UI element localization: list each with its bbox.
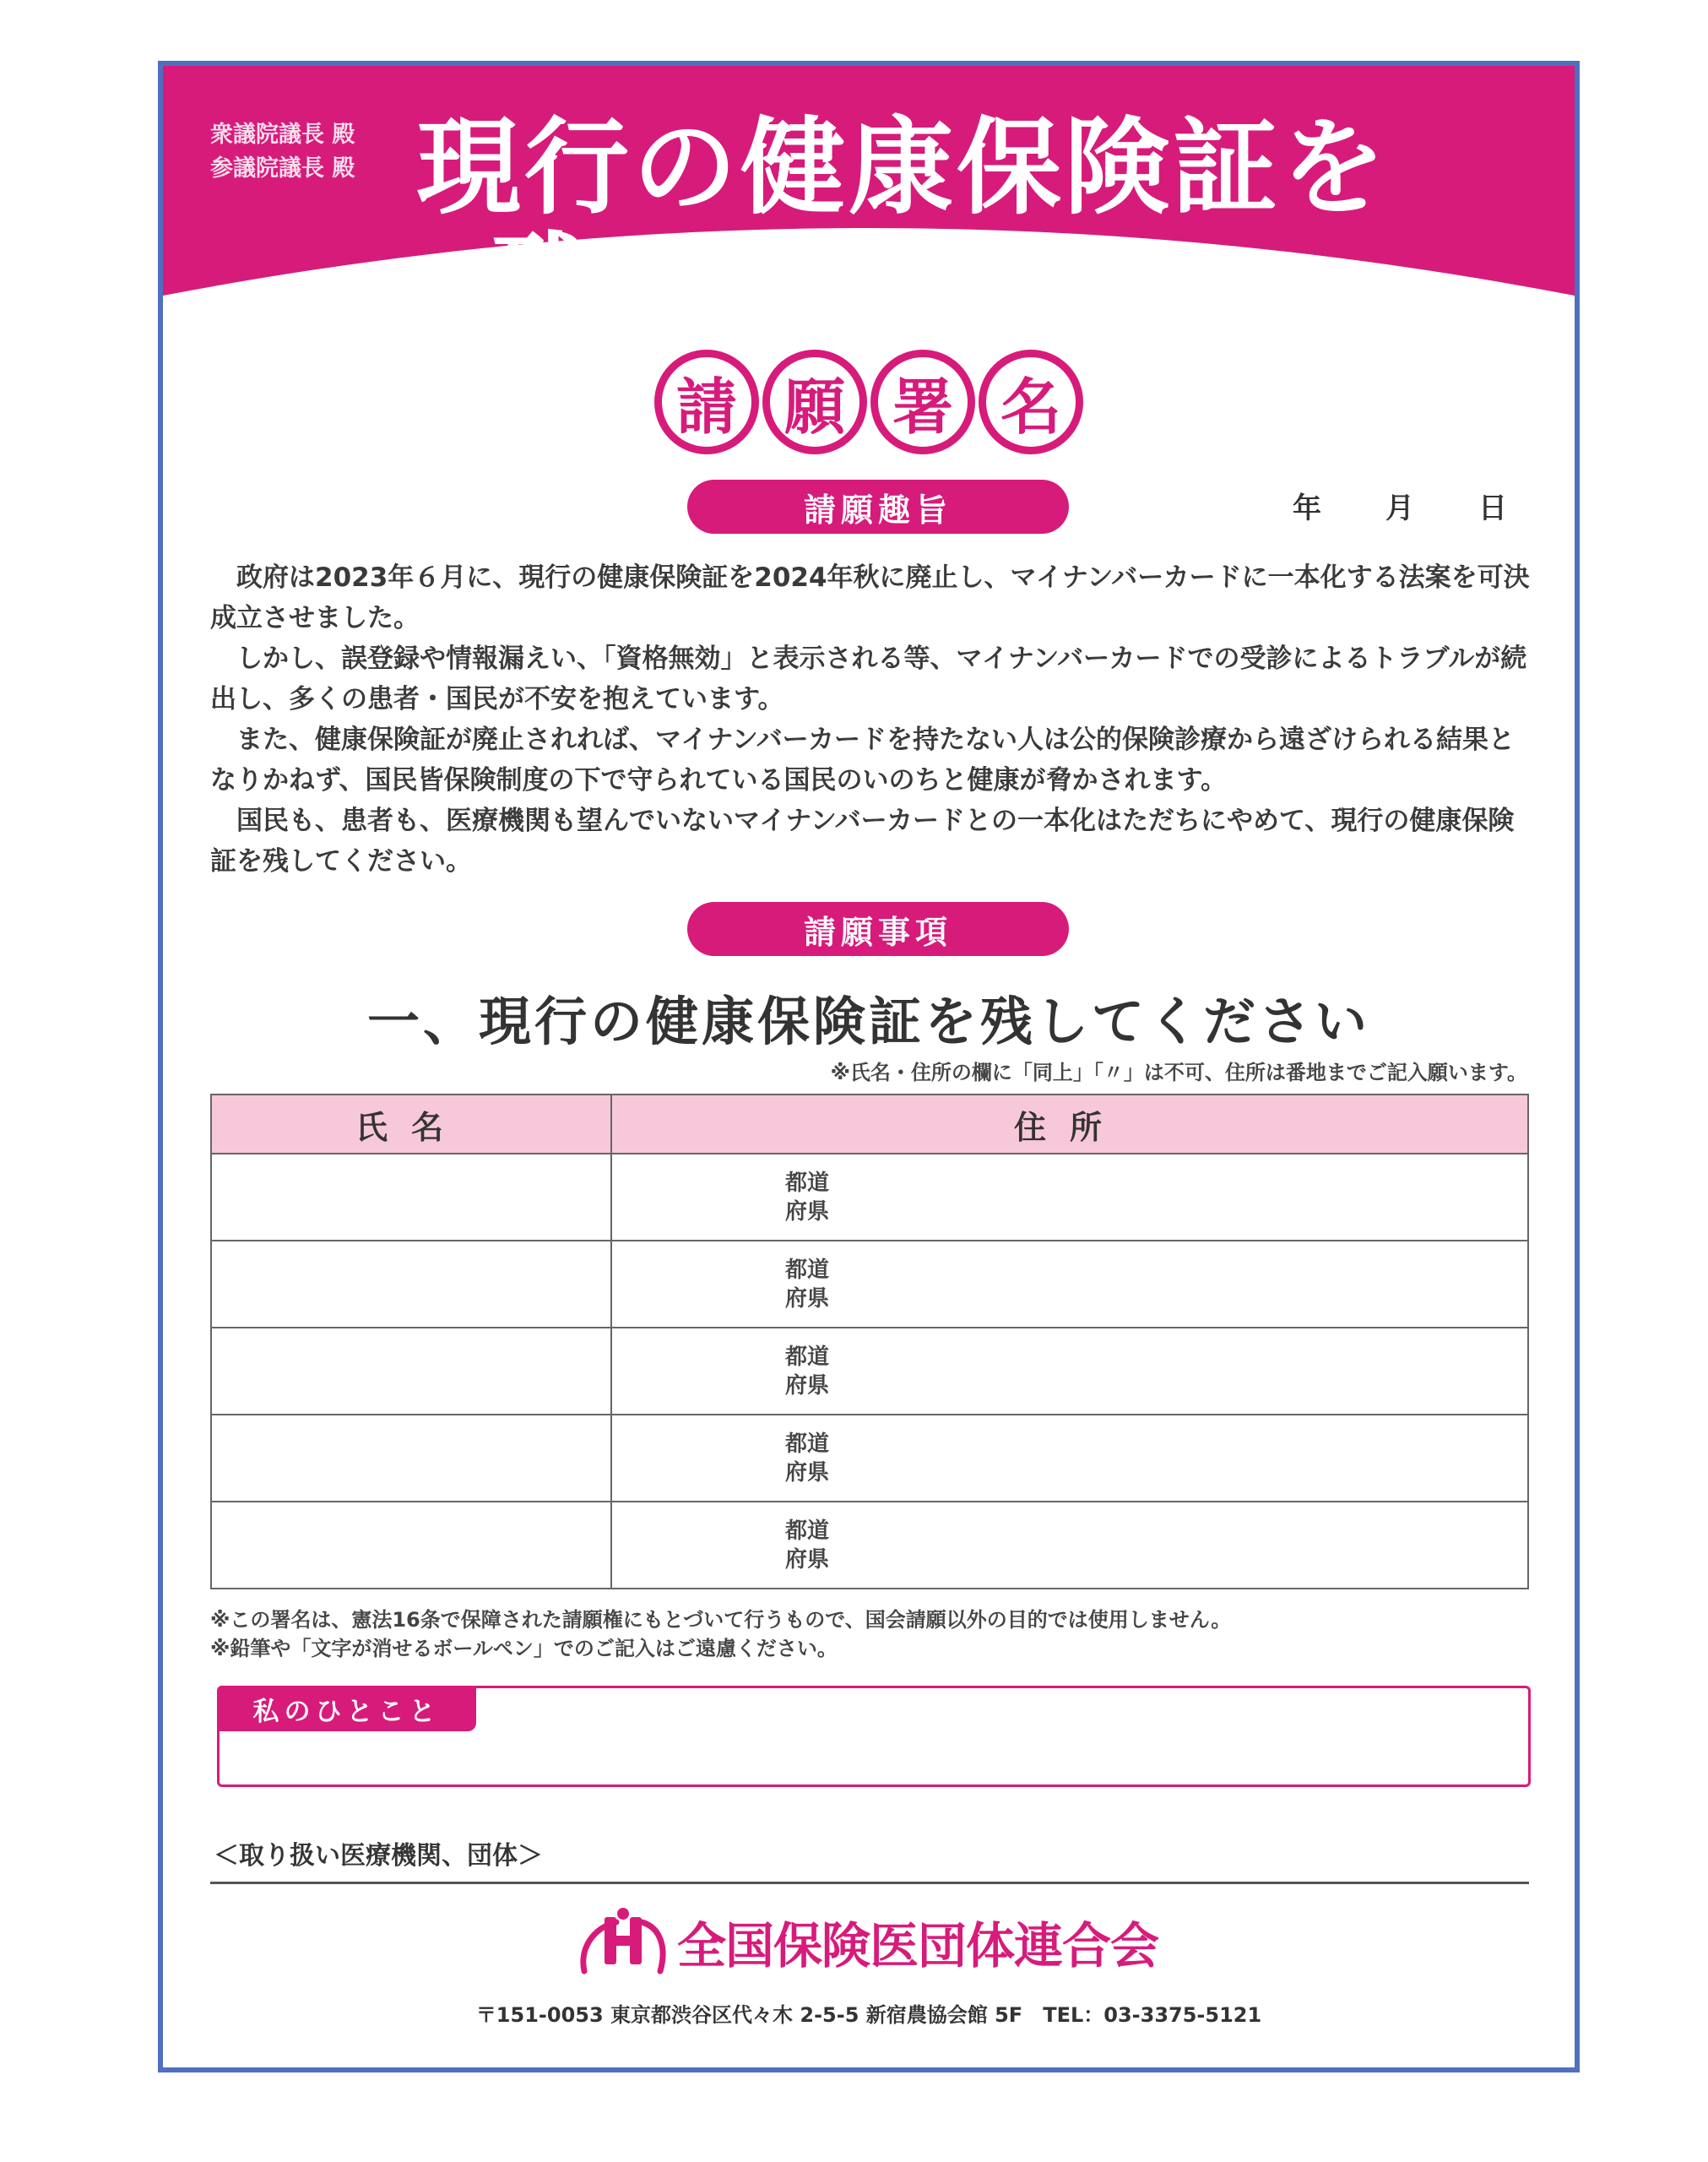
prefecture-label-bottom: 府県 (785, 1546, 830, 1573)
name-cell[interactable] (211, 1154, 611, 1241)
usage-note: ※この署名は、憲法16条で保障された請願権にもとづいて行うもので、国会請願以外の目的では使用しません。 (210, 1608, 1232, 1632)
column-header-address: 住所 (611, 1095, 1528, 1154)
name-cell[interactable] (211, 1241, 611, 1328)
petition-item: 一、現行の健康保険証を残してください (366, 991, 1370, 1052)
badge-char-1: 請 (654, 350, 759, 454)
date-day-label: 日 (1478, 492, 1507, 525)
purpose-paragraph: 国民も、患者も、医療機関も望んでいないマイナンバーカードとの一本化はただちにやめて、現行の健康保険証を残してください。 (210, 806, 1515, 877)
title-line-2: 残してください (490, 222, 1247, 344)
petition-signature-badges (163, 350, 1575, 454)
badge-char-2: 願 (762, 350, 867, 454)
prefecture-label (612, 1256, 1527, 1313)
entry-note: ※氏名・住所の欄に「同上」「〃」は不可、住所は番地までご記入願います。 (830, 1061, 1527, 1084)
prefecture-label (612, 1343, 1527, 1400)
signature-table (210, 1094, 1529, 1589)
address-cell[interactable] (611, 1241, 1528, 1328)
table-row (211, 1502, 1528, 1589)
prefecture-label (612, 1517, 1527, 1574)
handling-organization-label: ＜取り扱い医療機関、団体＞ (214, 1841, 543, 1871)
prefecture-label-top: 都道 (785, 1170, 830, 1196)
purpose-text (210, 557, 1532, 882)
purpose-paragraph: 政府は2023年６月に、現行の健康保険証を2024年秋に廃止し、マイナンバーカードに一本化する法案を可決成立させました。 (210, 562, 1530, 633)
comment-box[interactable] (217, 1686, 1531, 1787)
table-header-row (211, 1095, 1528, 1154)
address-cell[interactable] (611, 1415, 1528, 1502)
table-row (211, 1154, 1528, 1241)
date-month-label: 月 (1385, 492, 1414, 525)
comment-box-label: 私のひとこと (217, 1686, 476, 1731)
badge-char-3: 署 (870, 350, 975, 454)
address-cell[interactable] (611, 1154, 1528, 1241)
prefecture-label-bottom: 府県 (785, 1459, 830, 1486)
name-cell[interactable] (211, 1328, 611, 1415)
name-cell[interactable] (211, 1502, 611, 1589)
prefecture-label (612, 1169, 1527, 1226)
table-row (211, 1415, 1528, 1502)
addressee-lower-house: 衆議院議長 殿 (210, 122, 355, 148)
address-cell[interactable] (611, 1328, 1528, 1415)
purpose-paragraph: また、健康保険証が廃止されれば、マイナンバーカードを持たない人は公的保険診療から遠ざけられる結果となりかねず、国民皆保険制度の下で守られている国民のいのちと健康が脅かされます。 (210, 725, 1516, 796)
prefecture-label-bottom: 府県 (785, 1372, 830, 1399)
prefecture-label-top: 都道 (785, 1518, 830, 1544)
organization-name: 全国保険医団体連合会 (676, 1917, 1158, 1975)
table-row (211, 1328, 1528, 1415)
prefecture-label-bottom: 府県 (785, 1285, 830, 1312)
purpose-paragraph: しかし、誤登録や情報漏えい、「資格無効」と表示される等、マイナンバーカードでの受診によるトラブルが続出し、多くの患者・国民が不安を抱えています。 (210, 644, 1527, 714)
petition-sheet (158, 61, 1580, 2072)
date-field[interactable] (1273, 485, 1526, 526)
prefecture-label-bottom: 府県 (785, 1198, 830, 1225)
title-line-1: 現行の健康保険証を (415, 107, 1389, 229)
name-cell[interactable] (211, 1415, 611, 1502)
badge-char-4: 名 (979, 350, 1083, 454)
prefecture-label-top: 都道 (785, 1431, 830, 1457)
date-year-label: 年 (1293, 492, 1321, 525)
organization-address: 〒151-0053 東京都渋谷区代々木 2-5-5 新宿農協会館 5F TEL：03-3375-5121 (475, 2003, 1262, 2027)
usage-note: ※鉛筆や「文字が消せるボールペン」でのご記入はご遠慮ください。 (210, 1637, 838, 1660)
address-cell[interactable] (611, 1502, 1528, 1589)
divider (210, 1882, 1529, 1884)
purpose-heading: 請願趣旨 (687, 480, 1069, 534)
column-header-name: 氏名 (211, 1095, 611, 1154)
prefecture-label-top: 都道 (785, 1257, 830, 1283)
prefecture-label (612, 1430, 1527, 1487)
organization-logo-icon (579, 1905, 667, 1978)
usage-notes (210, 1605, 1231, 1663)
table-row (211, 1241, 1528, 1328)
addressee-upper-house: 参議院議長 殿 (210, 155, 355, 182)
organization-block (163, 1905, 1575, 1978)
petition-items-heading: 請願事項 (687, 902, 1069, 956)
prefecture-label-top: 都道 (785, 1344, 830, 1370)
